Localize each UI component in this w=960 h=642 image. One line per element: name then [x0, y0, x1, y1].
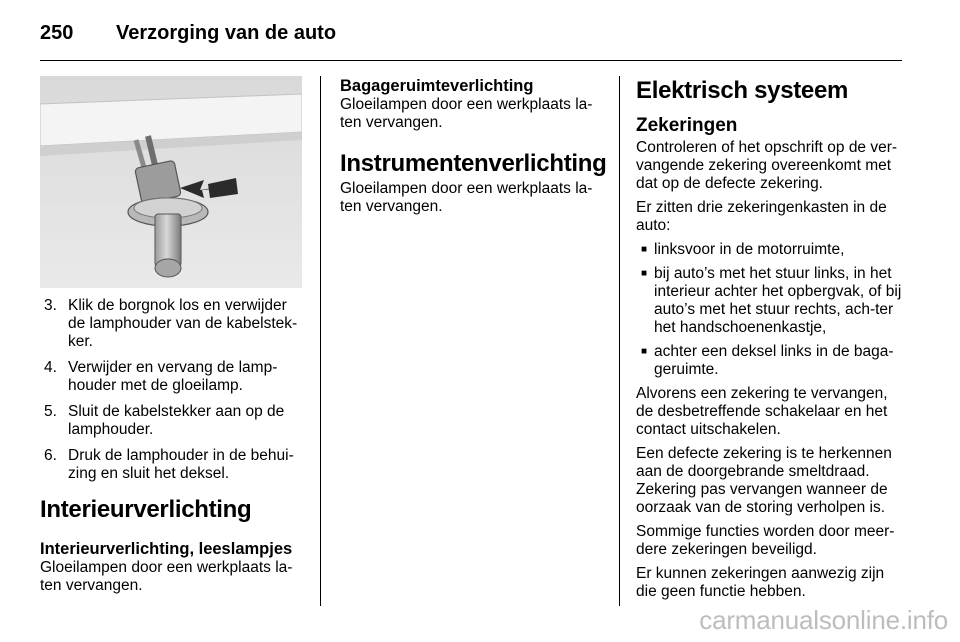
bullet-text: achter een deksel links in de baga-geruimte. — [654, 343, 894, 378]
column-divider — [619, 76, 620, 606]
step-text: Sluit de kabelstekker aan op de lamphouder. — [68, 403, 285, 438]
list-item — [40, 359, 302, 395]
paragraph: Er zitten drie zekeringenkasten in de auto: — [636, 199, 887, 234]
instrument-text: Gloeilampen door een werkplaats la-ten vervangen. — [340, 180, 593, 215]
interieur-heading: Interieurverlichting — [40, 496, 252, 523]
step-number: 3. — [44, 297, 57, 314]
middle-column — [340, 77, 607, 216]
right-column — [636, 77, 904, 607]
interieur-text: Gloeilampen door een werkplaats la-ten vervangen. — [40, 559, 293, 594]
lamp-holder-icon — [40, 76, 302, 288]
step-number: 6. — [44, 447, 57, 464]
paragraph: Er kunnen zekeringen aanwezig zijn die geen functie hebben. — [636, 565, 885, 600]
list-item — [40, 403, 302, 439]
square-bullet-icon: ■ — [641, 244, 648, 255]
column-divider — [320, 76, 321, 606]
step-number: 5. — [44, 403, 57, 420]
bagage-heading: Bagageruimteverlichting — [340, 77, 534, 95]
interieur-subheading: Interieurverlichting, leeslampjes — [40, 540, 293, 558]
paragraph: Zekering pas vervangen wanneer de oorzaak van de storing verholpen is. — [636, 481, 888, 516]
list-item — [636, 241, 904, 259]
list-item — [636, 343, 904, 379]
bagage-text: Gloeilampen door een werkplaats la-ten vervangen. — [340, 96, 593, 131]
lamp-holder-illustration — [40, 76, 302, 288]
square-bullet-icon: ■ — [641, 346, 648, 357]
step-number: 4. — [44, 359, 57, 376]
page-heading: Verzorging van de auto — [116, 22, 337, 44]
paragraph: Controleren of het opschrift op de ver-vangende zekering overeenkomt met dat op de defecte zekering. — [636, 139, 898, 192]
paragraph: Sommige functies worden door meer-dere zekeringen beveiligd. — [636, 523, 895, 558]
header-rule — [40, 60, 902, 61]
paragraph: Een defecte zekering is te herkennen aan de doorgebrande smeltdraad. — [636, 445, 892, 480]
fuse-box-list — [636, 241, 904, 379]
list-item — [40, 297, 302, 351]
zekeringen-heading: Zekeringen — [636, 115, 738, 136]
interieur-section — [40, 496, 304, 595]
watermark: carmanualsonline.info — [699, 605, 948, 635]
square-bullet-icon: ■ — [641, 268, 648, 279]
elektrisch-heading: Elektrisch systeem — [636, 77, 849, 104]
bullet-text: bij auto’s met het stuur links, in het interieur achter het opbergvak, of bij auto’s met het stuur rechts, ach-ter het handschoenenkastje, — [654, 265, 902, 336]
list-item — [636, 265, 904, 337]
step-text: Klik de borgnok los en verwijder de lamphouder van de kabelstek-ker. — [68, 297, 298, 350]
instruction-steps — [40, 297, 302, 491]
instrument-heading: Instrumentenverlichting — [340, 150, 607, 177]
step-text: Verwijder en vervang de lamp-houder met de gloeilamp. — [68, 359, 278, 394]
paragraph: Alvorens een zekering te vervangen, de desbetreffende schakelaar en het contact uitschakelen. — [636, 385, 888, 438]
step-text: Druk de lamphouder in de behui-zing en sluit het deksel. — [68, 447, 294, 482]
page-number: 250 — [40, 22, 74, 44]
page-header — [40, 14, 902, 56]
bullet-text: linksvoor in de motorruimte, — [654, 241, 845, 258]
list-item — [40, 447, 302, 483]
